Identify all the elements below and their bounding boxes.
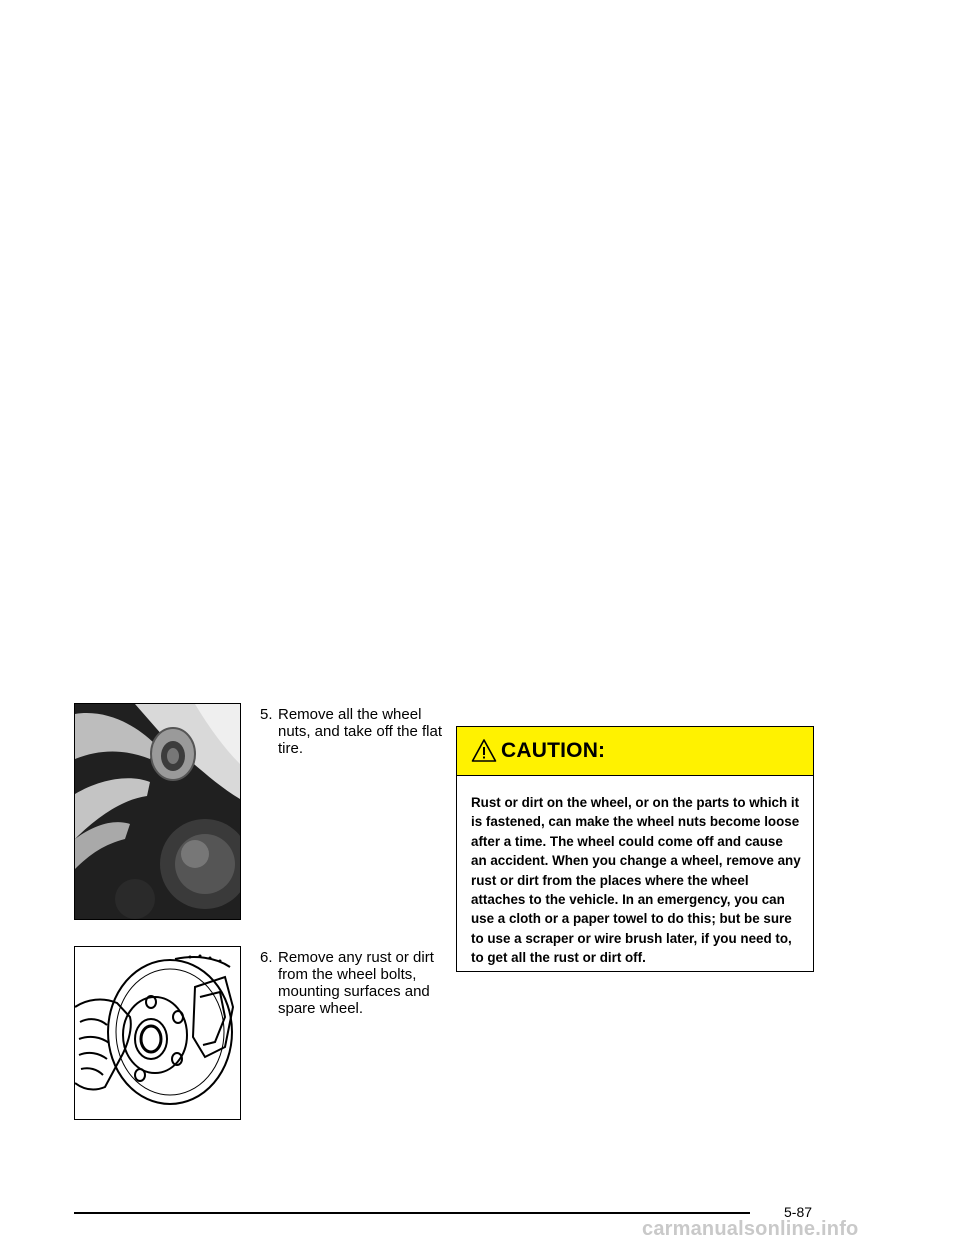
step-5 (260, 706, 450, 757)
page-number: 5-87 (784, 1204, 813, 1220)
caution-title: CAUTION: (501, 739, 606, 762)
step-6 (260, 949, 450, 1017)
step-text: Remove all the wheel nuts, and take off the flat tire. (278, 706, 443, 757)
warning-triangle-icon (471, 738, 497, 764)
watermark: carmanualsonline.info (642, 1218, 859, 1240)
caution-text: Rust or dirt on the wheel, or on the parts to which it is fastened, can make the wheel nuts become loose after a time. The wheel could come off and cause an accident. When you change a wheel, remove any rust or dirt from the places where the wheel attaches to the vehicle. In an emergency, you can use a cloth or a paper towel to do this; but be sure to use a scraper or wire brush later, if you need to, to get all the rust or dirt off. (471, 795, 801, 966)
footer-rule (74, 1212, 750, 1214)
caution-header (457, 727, 813, 776)
step-number: 6. (260, 949, 273, 966)
hub-cleaning-drawing (74, 946, 241, 1120)
caution-box (456, 726, 814, 972)
step-text: Remove any rust or dirt from the wheel bolts, mounting surfaces and spare wheel. (278, 949, 434, 1017)
step-number: 5. (260, 706, 273, 723)
wheel-nut-removal-photo (74, 703, 241, 920)
wheel-nut-removal-illustration (75, 704, 240, 919)
hub-cleaning-illustration (75, 947, 240, 1119)
